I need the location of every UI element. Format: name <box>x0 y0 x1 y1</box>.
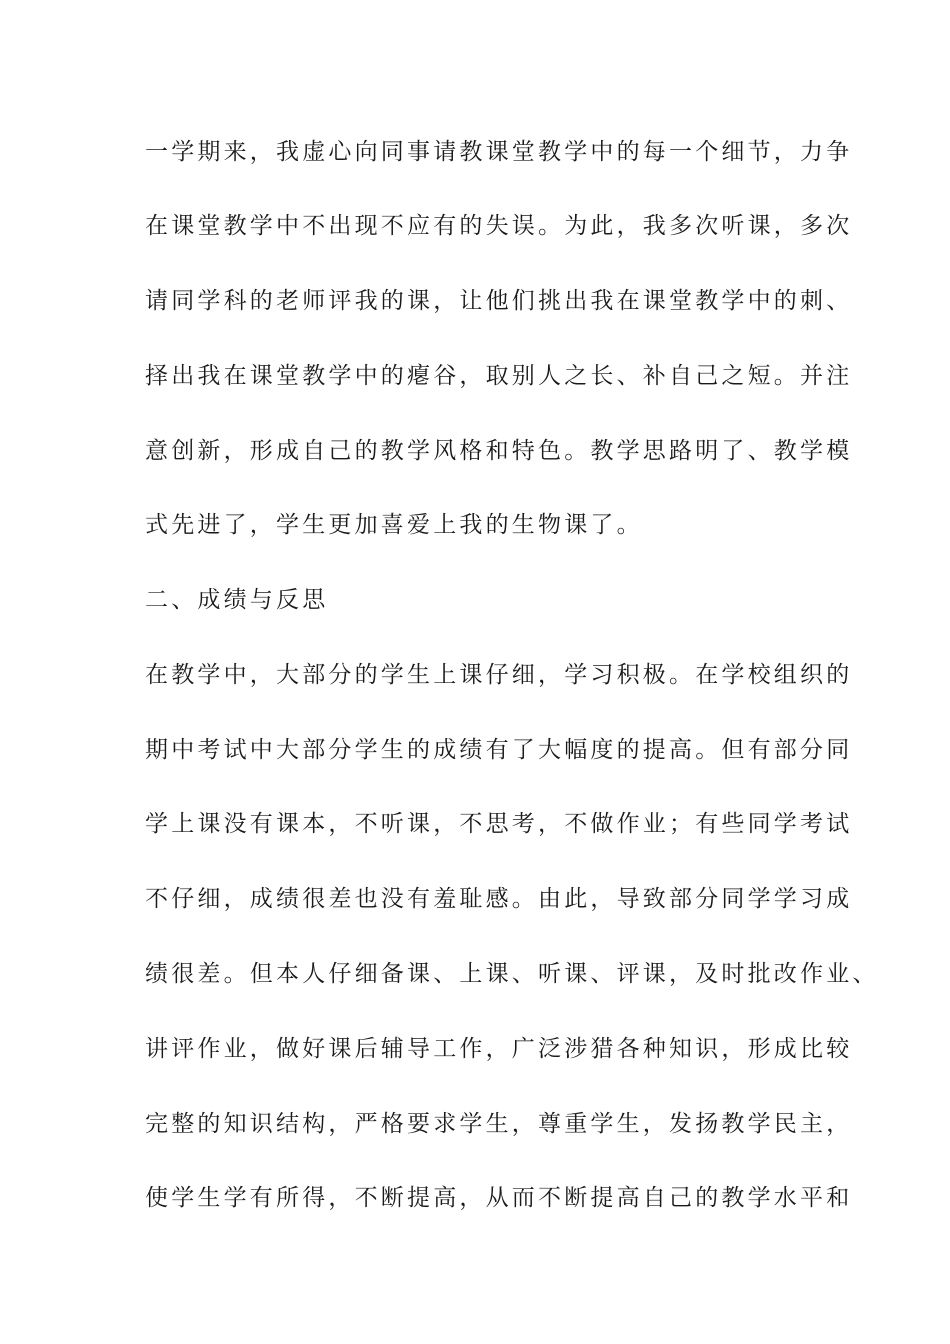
paragraph-line: 一学期来，我虚心向同事请教课堂教学中的每一个细节，力争 <box>145 139 853 165</box>
paragraph-line: 在课堂教学中不出现不应有的失误。为此，我多次听课，多次 <box>145 213 853 239</box>
paragraph-line: 择出我在课堂教学中的瘪谷，取别人之长、补自己之短。并注 <box>145 363 853 389</box>
paragraph-line: 完整的知识结构，严格要求学生，尊重学生，发扬教学民主， <box>145 1111 853 1137</box>
paragraph-line: 讲评作业，做好课后辅导工作，广泛涉猎各种知识，形成比较 <box>145 1036 853 1062</box>
paragraph-line: 期中考试中大部分学生的成绩有了大幅度的提高。但有部分同 <box>145 737 853 763</box>
paragraph-line: 意创新，形成自己的教学风格和特色。教学思路明了、教学模 <box>145 438 853 464</box>
section-heading: 二、成绩与反思 <box>145 587 329 613</box>
paragraph-line: 不仔细，成绩很差也没有羞耻感。由此，导致部分同学学习成 <box>145 886 853 912</box>
paragraph-line: 学上课没有课本，不听课，不思考，不做作业；有些同学考试 <box>145 811 853 837</box>
paragraph-line: 绩很差。但本人仔细备课、上课、听课、评课，及时批改作业、 <box>145 961 879 987</box>
paragraph-line: 请同学科的老师评我的课，让他们挑出我在课堂教学中的刺、 <box>145 288 853 314</box>
paragraph-line: 式先进了，学生更加喜爱上我的生物课了。 <box>145 512 643 538</box>
paragraph-line: 使学生学有所得，不断提高，从而不断提高自己的教学水平和 <box>145 1185 853 1211</box>
paragraph-line: 在教学中，大部分的学生上课仔细，学习积极。在学校组织的 <box>145 662 853 688</box>
